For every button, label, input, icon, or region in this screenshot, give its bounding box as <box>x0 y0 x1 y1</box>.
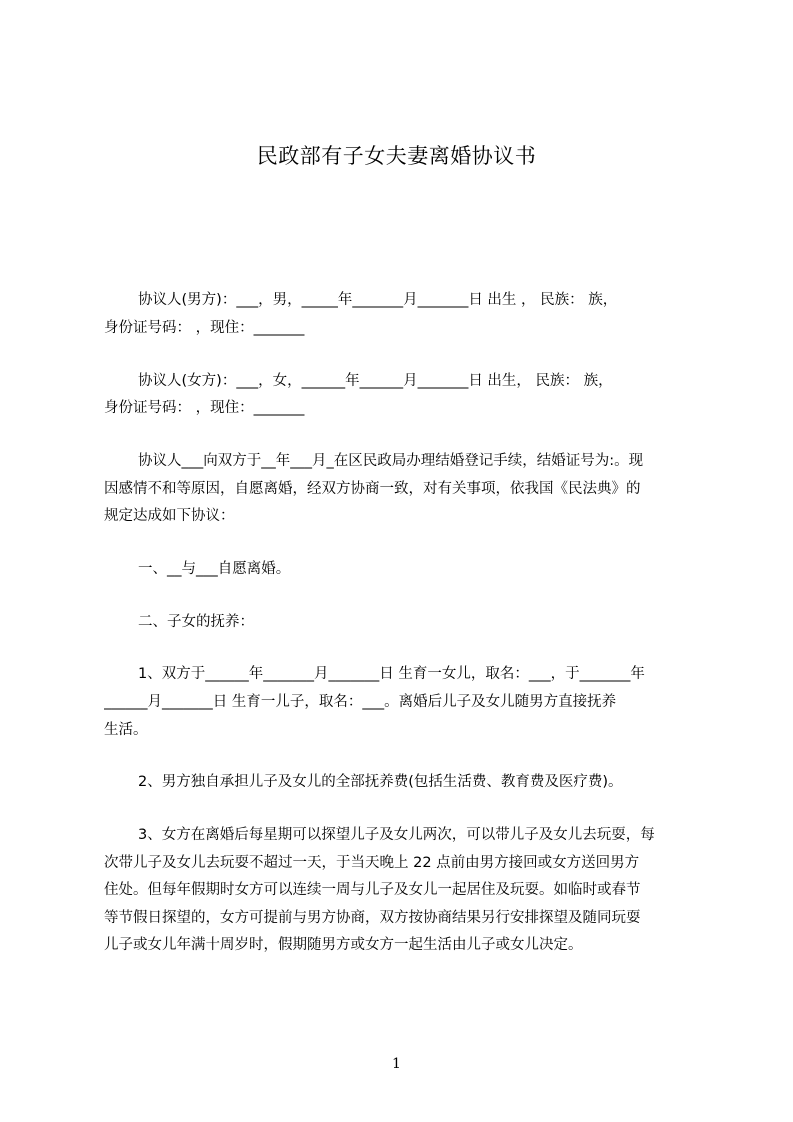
item-three-line-5: 儿子或女儿年满十周岁时，假期随男方或女方一起生活由儿子或女儿决定。 <box>104 937 583 953</box>
item-three-line-3: 住处。但每年假期时女方可以连续一周与儿子及女儿一起居住及玩耍。如临时或春节 <box>104 882 641 898</box>
page-number: 1 <box>392 1056 401 1072</box>
marriage-info-line-2: 因感情不和等原因，自愿离婚，经双方协商一致，对有关事项，依我国《民法典》的 <box>104 481 641 497</box>
section-two-heading: 二、子女的抚养： <box>138 614 254 630</box>
marriage-info-line-3: 规定达成如下协议： <box>104 508 235 524</box>
male-party-line-2: 身份证号码： ，现住：_______ <box>104 320 305 336</box>
section-one: 一、__与___自愿离婚。 <box>138 561 291 577</box>
item-one-line-2: ______月_______日 生育一儿子，取名：___。离婚后儿子及女儿随男方直接抚养 <box>104 694 617 710</box>
male-party-line-1: 协议人(男方)：___，男，_____年_______月_______日 出生 ， 民族： 族， <box>138 292 618 308</box>
item-three-line-1: 3、女方在离婚后每星期可以探望儿子及女儿两次，可以带儿子及女儿去玩耍，每 <box>138 827 655 843</box>
female-party-line-2: 身份证号码： ，现住：_______ <box>104 400 305 416</box>
female-party-line-1: 协议人(女方)：___，女，______年______月_______日 出生， 民族： 族， <box>138 373 613 389</box>
item-three-line-4: 等节假日探望的，女方可提前与男方协商，双方按协商结果另行安排探望及随同玩耍 <box>104 910 641 926</box>
marriage-info-line-1: 协议人___向双方于__年___月_在区民政局办理结婚登记手续，结婚证号为:。现 <box>138 453 644 469</box>
item-one-line-3: 生活。 <box>104 722 148 738</box>
item-two: 2、男方独自承担儿子及女儿的全部抚养费(包括生活费、教育费及医疗费)。 <box>138 774 623 790</box>
item-three-line-2: 次带儿子及女儿去玩耍不超过一天，于当天晚上 22 点前由男方接回或女方送回男方 <box>104 855 640 871</box>
item-one-line-1: 1、双方于______年_______月_______日 生育一女儿，取名：___，于_______年 <box>138 666 645 682</box>
document-title: 民政部有子女夫妻离婚协议书 <box>256 144 537 168</box>
